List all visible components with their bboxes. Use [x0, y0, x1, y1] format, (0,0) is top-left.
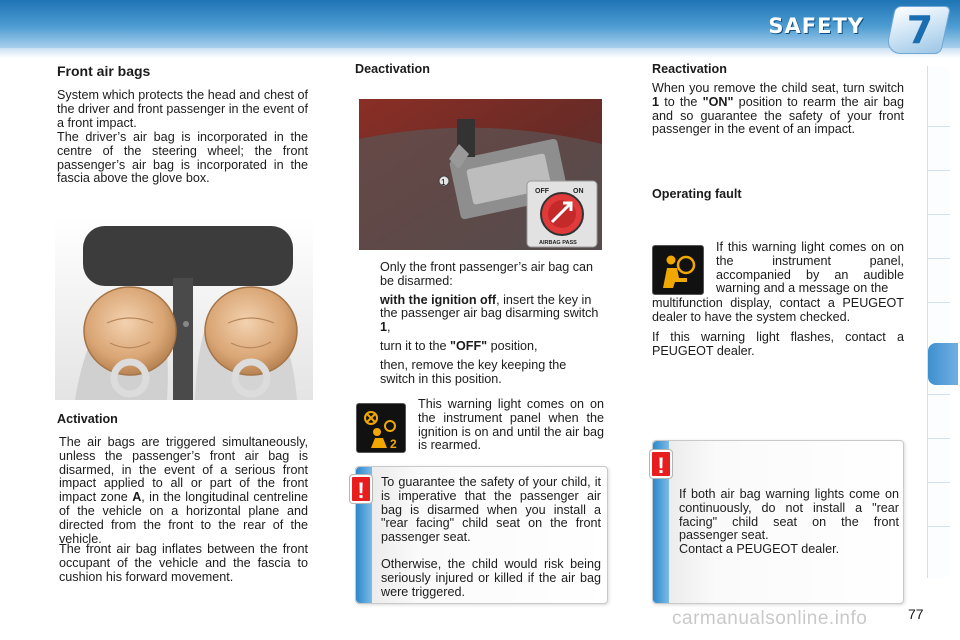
airbag-fault-warning-icon [652, 245, 704, 295]
svg-text:2: 2 [390, 437, 397, 451]
page-number: 77 [908, 606, 924, 622]
reactivation-heading: Reactivation [652, 62, 727, 76]
airbag-lights-warning-p1: If both air bag warning lights come on continuously, do not install a "rear facing" child seat on the front passenger seat. [679, 487, 899, 543]
page-title: SAFETY [768, 14, 864, 38]
front-airbags-p2: The driver’s air bag is incorporated in the centre of the steering wheel; the front passenger’s air bag is incorporated in the fascia above the glove box. [57, 130, 308, 186]
operating-fault-p1-tail: multifunction display, contact a PEUGEOT dealer to have the system checked. [652, 296, 904, 324]
switch-on-label: ON [573, 188, 584, 195]
list-item: turn it to the "OFF" position, [380, 338, 538, 353]
list-item: Only the front passenger’s air bag can be disarmed: [380, 260, 594, 288]
operating-fault-p2: If this warning light flashes, contact a PEUGEOT dealer. [652, 330, 904, 358]
reactivation-text: When you remove the child seat, turn switch 1 to the "ON" position to rearm the air bag and so guarantee the safety of your front passenger in the event of an impact. [652, 81, 904, 137]
list-item: with the ignition off, insert the key in the passenger air bag disarming switch 1, [380, 292, 599, 335]
operating-fault-heading: Operating fault [652, 187, 742, 201]
activation-heading: Activation [57, 412, 118, 426]
header-fade [0, 48, 960, 58]
watermark: carmanualsonline.info [672, 608, 868, 629]
child-seat-warning-p1: To guarantee the safety of your child, it is imperative that the passenger air bag is disarmed when you install a "rear facing" child seat on the front passenger seat. [381, 475, 601, 545]
front-airbags-heading: Front air bags [57, 63, 151, 79]
deactivation-heading: Deactivation [355, 62, 430, 76]
child-seat-warning-box [355, 466, 608, 604]
passenger-airbag-off-icon [356, 403, 406, 453]
deactivation-steps [356, 261, 602, 391]
airbag-lights-warning-box [652, 440, 904, 604]
warning-exclamation-icon: ! [650, 450, 672, 478]
airbag-illustration [55, 218, 313, 400]
activation-p2: The front air bag inflates between the front occupant of the vehicle and the fascia to cushion his forward movement. [59, 542, 308, 584]
airbag-lights-warning-p2: Contact a PEUGEOT dealer. [679, 542, 840, 556]
switch-off-label: OFF [535, 188, 549, 195]
child-seat-warning-p2: Otherwise, the child would risk being seriously injured or killed if the air bag were triggered. [381, 557, 601, 599]
deactivation-warning-light-text: This warning light comes on on the instrument panel when the ignition is on and until the air bag is rearmed. [418, 397, 604, 453]
operating-fault-p1-head: If this warning light comes on on the instrument panel, accompanied by an audible warning and a message on the [716, 241, 904, 296]
active-chapter-tab[interactable] [928, 343, 958, 385]
warning-exclamation-icon: ! [350, 475, 372, 503]
activation-p1: The air bags are triggered simultaneously, unless the passenger’s front air bag is disarmed, in the event of a serious front impact applied to all or part of the front impact zone A, in the longitudinal centreline of the vehicle on a horizontal plane and directed from the front to the rear of the vehicle. [59, 435, 308, 546]
front-airbags-p1: System which protects the head and chest of the driver and front passenger in the event of a front impact. [57, 88, 308, 130]
list-item: then, remove the key keeping the switch in this position. [380, 357, 567, 386]
airbag-pass-label: AIRBAG PASS [539, 240, 577, 246]
impact-zone-label: A [132, 490, 142, 505]
chapter-number: 7 [906, 8, 934, 52]
chapter-tab-strip [927, 66, 949, 578]
switch-number-label: 1 [441, 178, 446, 187]
switch-photo [359, 99, 602, 250]
